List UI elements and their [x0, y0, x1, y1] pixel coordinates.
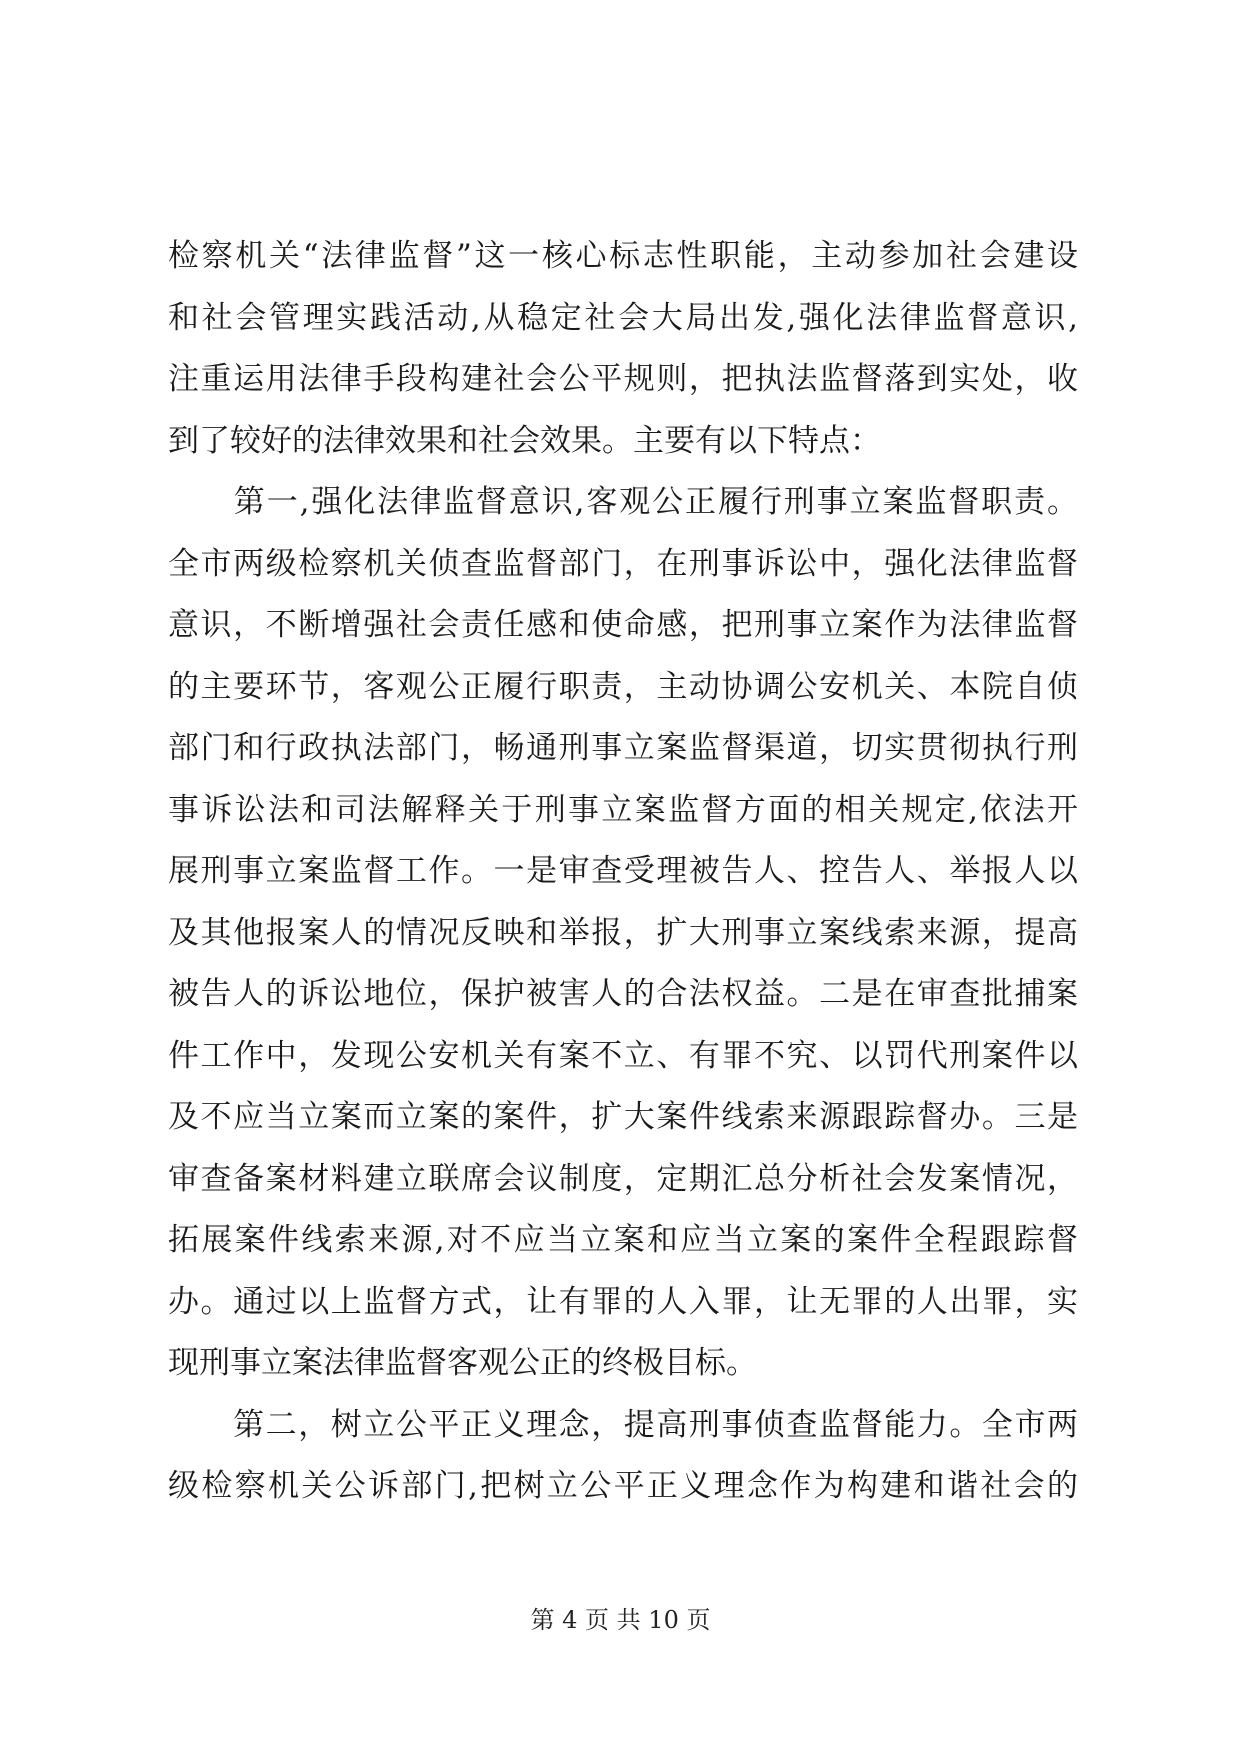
- text-line-6: 全市两级检察机关侦查监督部门，在刑事诉讼中，强化法律监督: [168, 545, 1078, 582]
- text-line-14: 件工作中，发现公安机关有案不立、有罪不究、以罚代刑案件以: [168, 1037, 1078, 1074]
- text-line-3: 注重运用法律手段构建社会公平规则，把执法监督落到实处，收: [168, 361, 1078, 397]
- body-text: [168, 226, 1078, 1518]
- text-line-8: 的主要环节，客观公正履行职责，主动协调公安机关、本院自侦: [168, 668, 1078, 705]
- text-line-16: 审查备案材料建立联席会议制度，定期汇总分析社会发案情况，: [168, 1160, 1078, 1197]
- text-line-2: 和社会管理实践活动,从稳定社会大局出发,强化法律监督意识,: [168, 299, 1078, 336]
- text-line-19: 现刑事立案法律监督客观公正的终极目标。: [168, 1345, 757, 1381]
- text-line-1: 检察机关“法律监督”这一核心标志性职能，主动参加社会建设: [168, 238, 1078, 274]
- text-line-7: 意识，不断增强社会责任感和使命感，把刑事立案作为法律监督: [168, 607, 1078, 643]
- text-line-15: 及不应当立案而立案的案件，扩大案件线索来源跟踪督办。三是: [168, 1099, 1078, 1135]
- text-line-13: 被告人的诉讼地位，保护被害人的合法权益。二是在审查批捕案: [168, 976, 1078, 1012]
- text-line-5: 第一,强化法律监督意识,客观公正履行刑事立案监督职责。: [168, 484, 1078, 520]
- page-number-footer: 第 4 页 共 10 页: [530, 1606, 711, 1634]
- text-line-4: 到了较好的法律效果和社会效果。主要有以下特点：: [168, 422, 881, 459]
- text-line-18: 办。通过以上监督方式，让有罪的人入罪，让无罪的人出罪，实: [168, 1283, 1078, 1320]
- text-line-11: 展刑事立案监督工作。一是审查受理被告人、控告人、举报人以: [168, 853, 1078, 889]
- text-line-21: 级检察机关公诉部门,把树立公平正义理念作为构建和谐社会的: [168, 1468, 1078, 1504]
- text-line-17: 拓展案件线索来源,对不应当立案和应当立案的案件全程跟踪督: [168, 1222, 1078, 1258]
- text-line-10: 事诉讼法和司法解释关于刑事立案监督方面的相关规定,依法开: [168, 791, 1078, 828]
- text-line-12: 及其他报案人的情况反映和举报，扩大刑事立案线索来源，提高: [168, 914, 1078, 951]
- text-line-20: 第二，树立公平正义理念，提高刑事侦查监督能力。全市两: [168, 1406, 1078, 1443]
- text-line-9: 部门和行政执法部门，畅通刑事立案监督渠道，切实贯彻执行刑: [168, 730, 1078, 766]
